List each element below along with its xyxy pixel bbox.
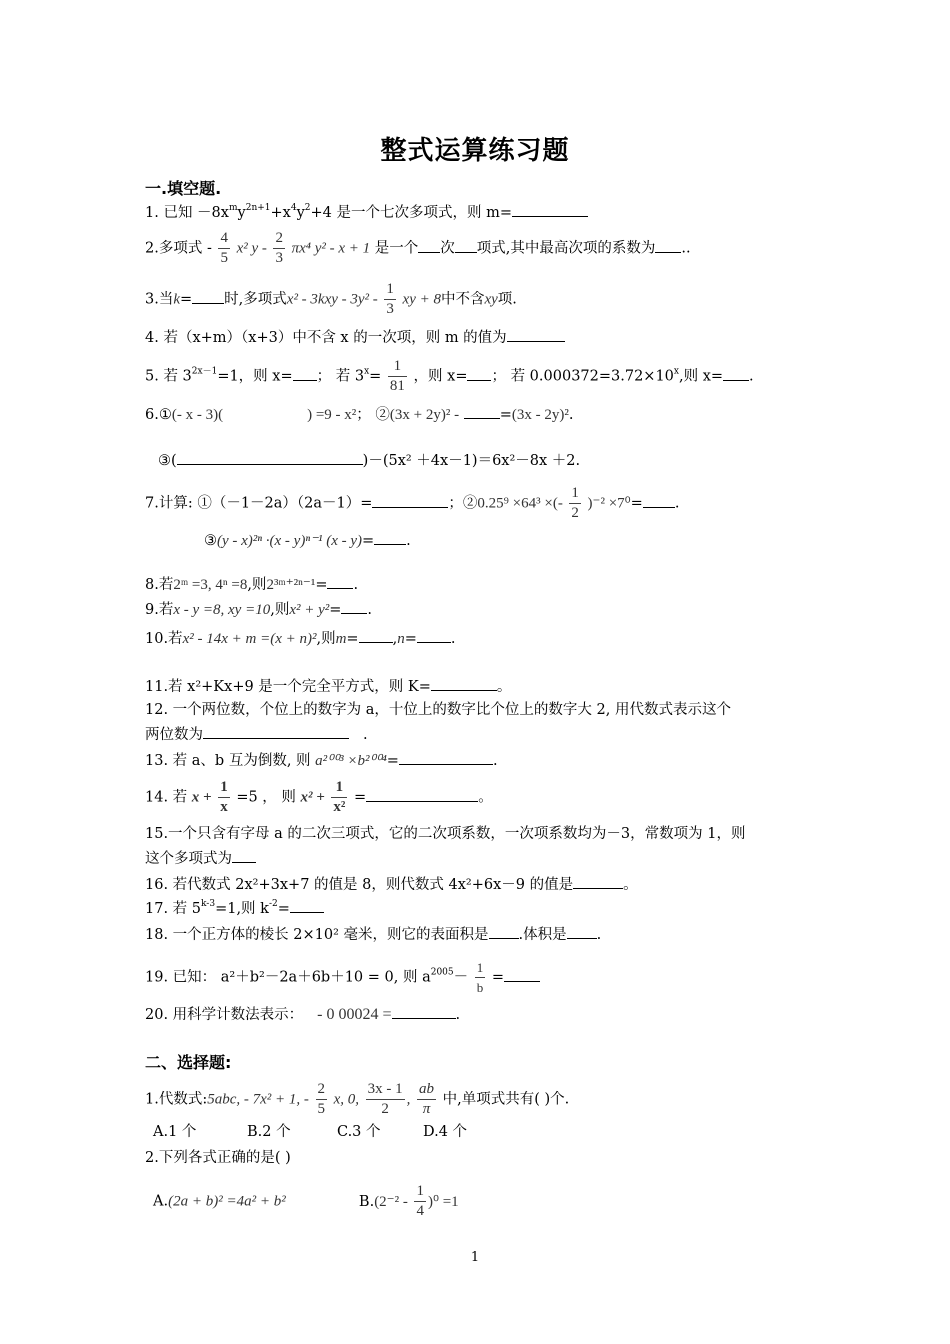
question-14: 14. 若 x + $\frac{1}{x}$ =5 ， 则 x² + $\frac{1}{\text{x²}}$ = 。 (145, 779, 493, 815)
answer-blank (431, 676, 497, 691)
question-20: 20. 用科学计数法表示： - 0 00024 = . (145, 1006, 461, 1023)
question-16: 16. 若代数式 2x²+3x+7 的值是 8，则代数式 4x²+6x－9 的值是 。 (145, 874, 638, 895)
question-7: 7.计算: ①（－1－2a）（2a－1）= ；②0.25⁹ ×64³ ×(- $\frac{1}{2}$ )⁻² ×7⁰= . (145, 485, 680, 521)
fraction: $\frac{1}{b}$ (476, 960, 484, 995)
answer-blank (723, 366, 749, 381)
fraction: $\frac{1}{\text{x²}}$ (333, 779, 346, 815)
question-13: 13. 若 a、b 互为倒数, 则 a²⁰⁰³ ×b²⁰⁰⁴= . (145, 750, 498, 771)
answer-blank (418, 238, 440, 253)
answer-blank (232, 848, 256, 863)
fraction: $\frac{3x - 1}{2}$ (367, 1081, 403, 1117)
answer-blank (464, 404, 500, 419)
page-number: 1 (470, 1250, 480, 1265)
answer-blank (567, 924, 597, 939)
question-8: 8.若2ᵐ =3, 4ⁿ =8,则2³ᵐ⁺²ⁿ⁻¹= . (145, 574, 358, 595)
fraction: $\frac{2}{5}$ (317, 1081, 326, 1117)
fraction: $\frac{1}{x}$ (220, 779, 228, 815)
question-3: 3.当k= 时,多项式x² - 3kxy - 3y² - $\frac{1}{3}$ xy + 8中不含xy项. (145, 281, 517, 317)
question-4: 4. 若（x+m）（x+3）中不含 x 的一次项，则 m 的值为 (145, 327, 565, 348)
question-11: 11.若 x²+Kx+9 是一个完全平方式，则 K= 。 (145, 676, 511, 697)
answer-blank (573, 874, 623, 889)
answer-blank (290, 898, 324, 913)
answer-blank (455, 238, 477, 253)
question-7-part-3: ③(y - x)²ⁿ ·(x - y)ⁿ⁻¹ (x - y)= . (204, 530, 411, 551)
answer-blank (374, 530, 406, 545)
question-15-line-2: 这个多项式为 (145, 848, 256, 869)
answer-blank (327, 574, 353, 589)
question-5: 5. 若 $3^{2x-1}=1$，则 x= ； 若 $3^x=$ $\frac{1}{81}$ ，则 x= ； 若 $0.000372=3.72\times 10^x$,则 x= . (145, 358, 754, 394)
answer-blank (512, 202, 588, 217)
answer-blank (399, 750, 493, 765)
question-10: 10.若x² - 14x + m =(x + n)²,则m= ,n= . (145, 628, 455, 649)
answer-blank (366, 787, 478, 802)
answer-blank (467, 366, 491, 381)
fraction: $\frac{1}{3}$ (386, 281, 394, 317)
question-18: 18. 一个正方体的棱长 2×10² 毫米，则它的表面积是 .体积是 . (145, 924, 601, 945)
answer-blank (341, 599, 367, 614)
answer-blank (489, 924, 519, 939)
fraction: $\frac{1}{2}$ (571, 485, 579, 521)
question-17: 17. 若 $5^{k-3}=1$,则 $k^{-2}=$ (145, 898, 324, 919)
question-2: 2.多项式 - $\frac{4}{5}$ x² y - $\frac{2}{3}$ πx⁴ y² - x + 1 是一个 次 项式,其中最高次项的系数为 .. (145, 230, 691, 266)
answer-blank (507, 327, 565, 342)
fraction: $\frac{1}{81}$ (389, 358, 405, 394)
option-c[interactable]: C.3 个 (337, 1124, 381, 1140)
question-19: 19. 已知： a²＋b²－2a＋6b＋10 = 0, 则 $a^{2005}-$ $\frac{1}{b}$ = (145, 958, 540, 997)
choice-options-2 (153, 1182, 459, 1221)
answer-blank (293, 366, 317, 381)
answer-blank (372, 493, 448, 508)
question-15: 15.一个只含有字母 a 的二次三项式，它的二次项系数，一次项系数均为－3，常数项为 1，则 (145, 826, 746, 842)
answer-blank (177, 450, 363, 465)
section-choice-heading: 二、选择题: (145, 1053, 232, 1072)
answer-blank (504, 967, 540, 982)
answer-blank (392, 1004, 456, 1019)
option-a[interactable]: A.1 个 (153, 1124, 197, 1140)
fraction: $\frac{2}{3}$ (275, 230, 283, 266)
question-12-line-2: 两位数为 . (145, 724, 368, 745)
question-6: 6.①(- x - 3)( ) =9 - x²； ②(3x + 2y)² - =(3x - 2y)². (145, 404, 573, 425)
page-title: 整式运算练习题 (380, 136, 570, 166)
question-1: 1. 已知 $-8x^my^{2n+1}+x^4y^2+4$ 是一个七次多项式，则 m= (145, 202, 588, 223)
question-6-part-3: ③( )－(5x² ＋4x－1)＝6x²－8x ＋2. (158, 450, 580, 471)
section-fill-in-heading: 一.填空题. (145, 179, 222, 198)
answer-blank (655, 238, 681, 253)
choice-question-2: 2.下列各式正确的是( ) (145, 1150, 291, 1166)
option-d[interactable]: D.4 个 (423, 1124, 468, 1140)
fraction: $\frac{ab}{\pi}$ (419, 1081, 435, 1117)
answer-blank (643, 493, 675, 508)
option-a[interactable]: A.(2a + b)² =4a² + b² (153, 1193, 286, 1210)
choice-question-1: 1.代数式:5abc, - 7x² + 1, - $\frac{2}{5}$ x, 0, $\frac{3x - 1}{2}$ , $\frac{ab}{\pi}$ 中,单项式共有( )个. (145, 1081, 570, 1117)
answer-blank (359, 628, 393, 643)
answer-blank (192, 289, 224, 304)
choice-options-1 (153, 1122, 467, 1142)
fraction: $\frac{1}{4}$ (416, 1183, 424, 1219)
question-9: 9.若x - y =8, xy =10,则x² + y²= . (145, 599, 372, 620)
option-b[interactable]: B.(2⁻² - $\frac{1}{4}$ )⁰ =1 (358, 1183, 459, 1219)
fraction: $\frac{4}{5}$ (220, 230, 228, 266)
option-b[interactable]: B.2 个 (247, 1124, 291, 1140)
question-12: 12. 一个两位数，个位上的数字为 a，十位上的数字比个位上的数字大 2, 用代数式表示这个 (145, 702, 731, 718)
answer-blank (203, 724, 349, 739)
answer-blank (417, 628, 451, 643)
